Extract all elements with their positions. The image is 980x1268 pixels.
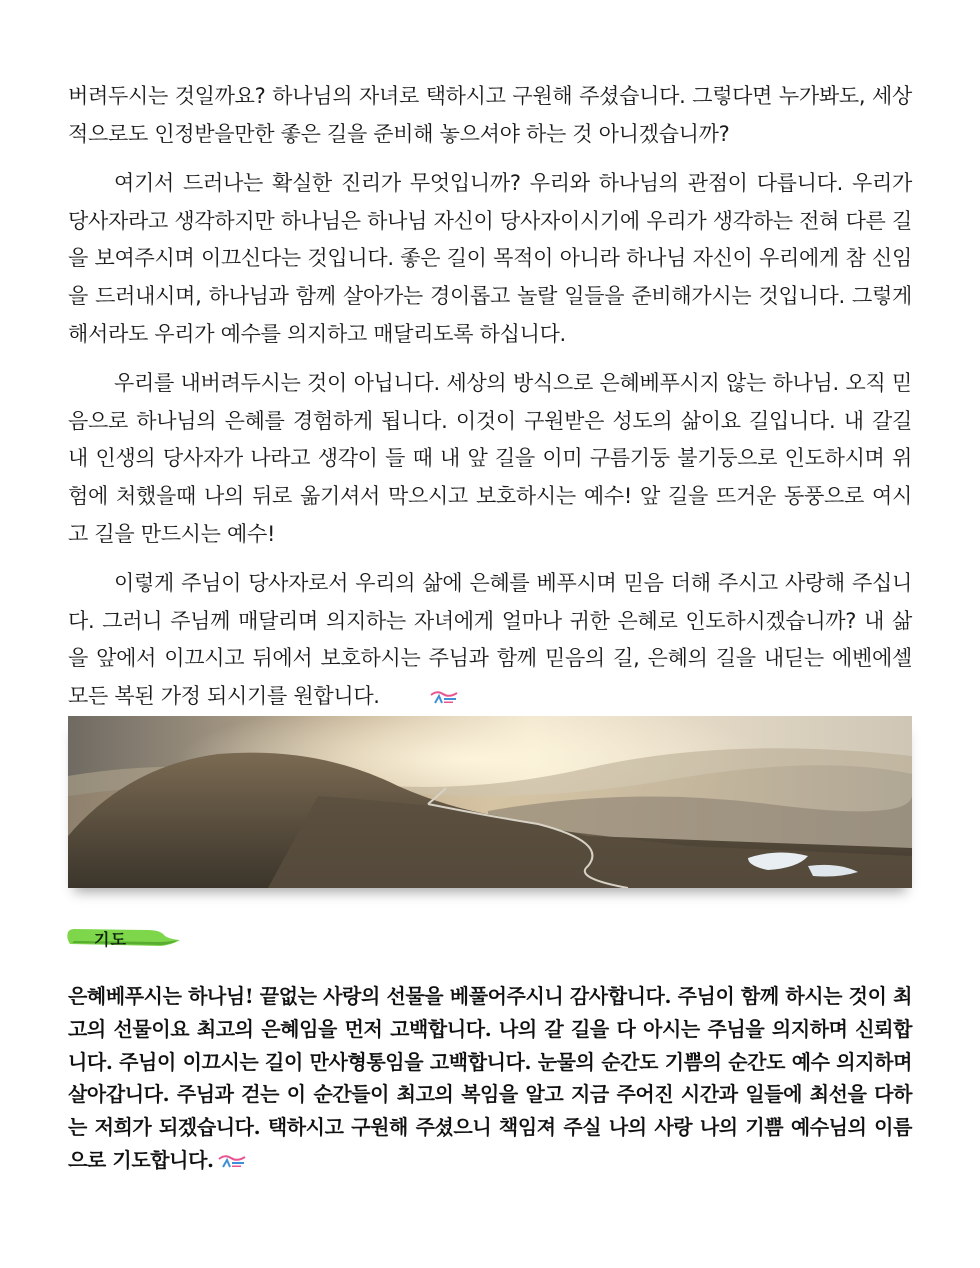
ebenezer-logo-icon [383, 680, 413, 696]
paragraph-4 [68, 565, 912, 715]
prayer-label: 기도 [94, 930, 127, 949]
paragraph-2: 여기서 드러나는 확실한 진리가 무엇입니까? 우리와 하나님의 관점이 다릅니다. 우리가 당사자라고 생각하지만 하나님은 하나님 자신이 당사자이시기에 우리가 생각하는 전혀 다른 길을 보여주시며 이끄신다는 것입니다. 좋은 길이 목적이 아니라 하나님 자신이 우리에게 참 신임을 드러내시며, 하나님과 함께 살아가는 경이롭고 놀랄 일들을 준비해가시는 것입니다. 그렇게 해서라도 우리가 예수를 의지하고 매달리도록 하십니다. [68, 171, 912, 346]
prayer-body [68, 980, 912, 1177]
mountain-road-banner [68, 716, 912, 888]
mountain-road-photo-icon [68, 716, 912, 888]
paragraph-1: 버려두시는 것일까요? 하나님의 자녀로 택하시고 구원해 주셨습니다. 그렇다면 누가봐도, 세상적으로도 인정받을만한 좋은 길을 준비해 놓으셔야 하는 것 아니겠습니까? [68, 84, 912, 146]
paragraph-4-text: 이렇게 주님이 당사자로서 우리의 삶에 은혜를 베푸시며 믿음 더해 주시고 사랑해 주십니다. 그러니 주님께 매달리며 의지하는 자녀에게 얼마나 귀한 은혜로 인도하시겠습니까? 내 삶을 앞에서 이끄시고 뒤에서 보호하시는 주님과 함께 믿음의 길, 은혜의 길을 내딛는 에벤에셀 모든 복된 가정 되시기를 원합니다. [68, 571, 912, 708]
prayer-section-tag [64, 924, 182, 952]
prayer-text: 은혜베푸시는 하나님! 끝없는 사랑의 선물을 베풀어주시니 감사합니다. 주님이 함께 하시는 것이 최고의 선물이요 최고의 은혜임을 먼저 고백합니다. 나의 갈 길을 다 아시는 주님을 의지하며 신뢰합니다. 주님이 이끄시는 길이 만사형통임을 고백합니다. 눈물의 순간도 기쁨의 순간도 예수 의지하며 살아갑니다. 주님과 걷는 이 순간들이 최고의 복임을 알고 지금 주어진 시간과 일들에 최선을 다하는 저희가 되겠습니다. 택하시고 구원해 주셨으니 책임져 주실 나의 사랑 나의 기쁨 예수님의 이름으로 기도합니다. [68, 984, 912, 1172]
article-body [68, 78, 912, 728]
paragraph-3: 우리를 내버려두시는 것이 아닙니다. 세상의 방식으로 은혜베푸시지 않는 하나님. 오직 믿음으로 하나님의 은혜를 경험하게 됩니다. 이것이 구원받은 성도의 삶이요 길입니다. 내 갈길 내 인생의 당사자가 나라고 생각이 들 때 내 앞 길을 이미 구름기둥 불기둥으로 인도하시며 위험에 처했을때 나의 뒤로 옮기셔서 막으시고 보호하시는 예수! 앞 길을 뜨거운 동풍으로 여시고 길을 만드시는 예수! [68, 371, 912, 546]
ebenezer-logo-icon-2 [217, 1146, 247, 1162]
